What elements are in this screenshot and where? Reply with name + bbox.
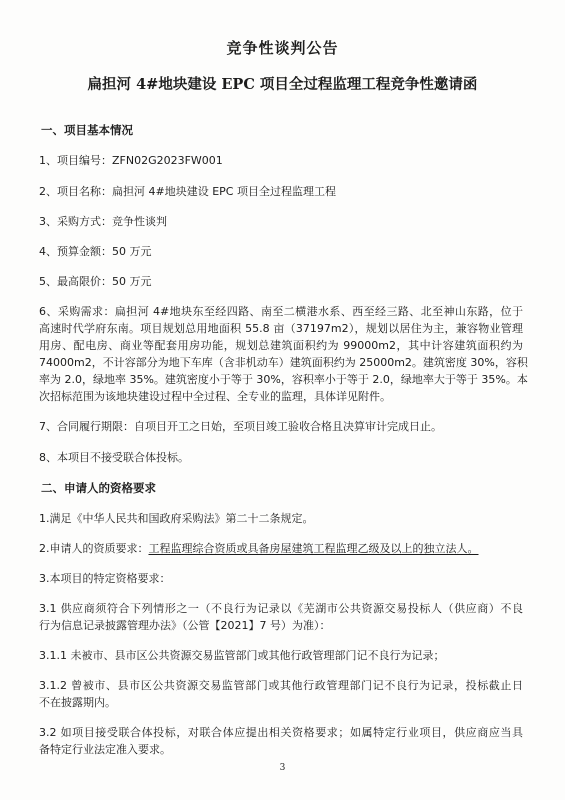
requirement-3-2-line: 3.2 如项目接受联合体投标，对联合体应提出相关资格要求；如属特定行业项目，供应商应当具 — [39, 726, 523, 739]
item-requirements-line: 率为 2.0，绿地率 35%。建筑密度小于等于 30%，容积率小于等于 2.0，绿地率大于等于 35%。本 — [39, 373, 528, 386]
item-project-name: 2、项目名称：扁担河 4#地块建设 EPC 项目全过程监理工程 — [39, 185, 336, 198]
item-project-number: 1、项目编号：ZFN02G2023FW001 — [39, 154, 223, 167]
page-subtitle: 扁担河 4#地块建设 EPC 项目全过程监理工程竞争性邀请函 — [87, 76, 478, 93]
section-heading-1: 一、项目基本情况 — [41, 123, 133, 137]
requirement-3-2-line: 备特定行业法定准入要求。 — [39, 743, 171, 756]
requirement-3: 3.本项目的特定资格要求： — [39, 572, 171, 585]
requirement-3-1-line: 3.1 供应商须符合下列情形之一（不良行为记录以《芜湖市公共资源交易投标人（供应商）不良 — [39, 602, 523, 615]
section-heading-2: 二、申请人的资格要求 — [41, 481, 156, 495]
page-title: 竞争性谈判公告 — [226, 39, 339, 57]
item-requirements-line: 高速时代学府东南。项目规划总用地面积 55.8 亩（37197m2），规划以居住为主，兼容物业管理 — [39, 322, 523, 335]
item-max-price: 5、最高限价：50 万元 — [39, 275, 152, 288]
item-procurement-method: 3、采购方式：竞争性谈判 — [39, 215, 167, 228]
requirement-2-label: 2.申请人的资质要求： — [39, 542, 149, 555]
item-no-consortium: 8、本项目不接受联合体投标。 — [39, 451, 189, 464]
item-requirements-line: 次招标范围为该地块建设过程中全过程、全专业的监理，具体详见附件。 — [39, 390, 391, 403]
requirement-3-1-2-line: 3.1.2 曾被市、县市区公共资源交易监管部门或其他行政管理部门记不良行为记录，投标截止日 — [39, 679, 523, 692]
requirement-3-1-1: 3.1.1 未被市、县市区公共资源交易监管部门或其他行政管理部门记不良行为记录； — [39, 649, 445, 662]
requirement-2-underlined: 工程监理综合资质或具备房屋建筑工程监理乙级及以上的独立法人。 — [148, 542, 479, 555]
requirement-3-1-line: 行为信息记录披露管理办法》（公管【2021】7 号）为准）： — [39, 619, 331, 632]
item-requirements-line: 74000m2，不计容部分为地下车库（含非机动车）建筑面积约为 25000m2。建筑密度 30%，容积 — [39, 356, 528, 369]
requirement-1: 1.满足《中华人民共和国政府采购法》第二十二条规定。 — [39, 512, 314, 525]
item-budget: 4、预算金额：50 万元 — [39, 245, 152, 258]
requirement-3-1-2-line: 不在披露期内。 — [39, 696, 116, 709]
item-requirements-line: 用房、配电房、商业等配套用房功能，规划总建筑面积约为 99000m2，其中计容建筑面积约为 — [39, 339, 523, 352]
item-requirements-line: 6、采购需求：扁担河 4#地块东至经四路、南至二横港水系、西至经三路、北至神山东路，位于 — [39, 305, 523, 318]
item-contract-period: 7、合同履行期限：自项目开工之日始，至项目竣工验收合格且决算审计完成日止。 — [39, 420, 442, 433]
page-number: 3 — [279, 763, 286, 773]
requirement-2 — [39, 542, 479, 556]
